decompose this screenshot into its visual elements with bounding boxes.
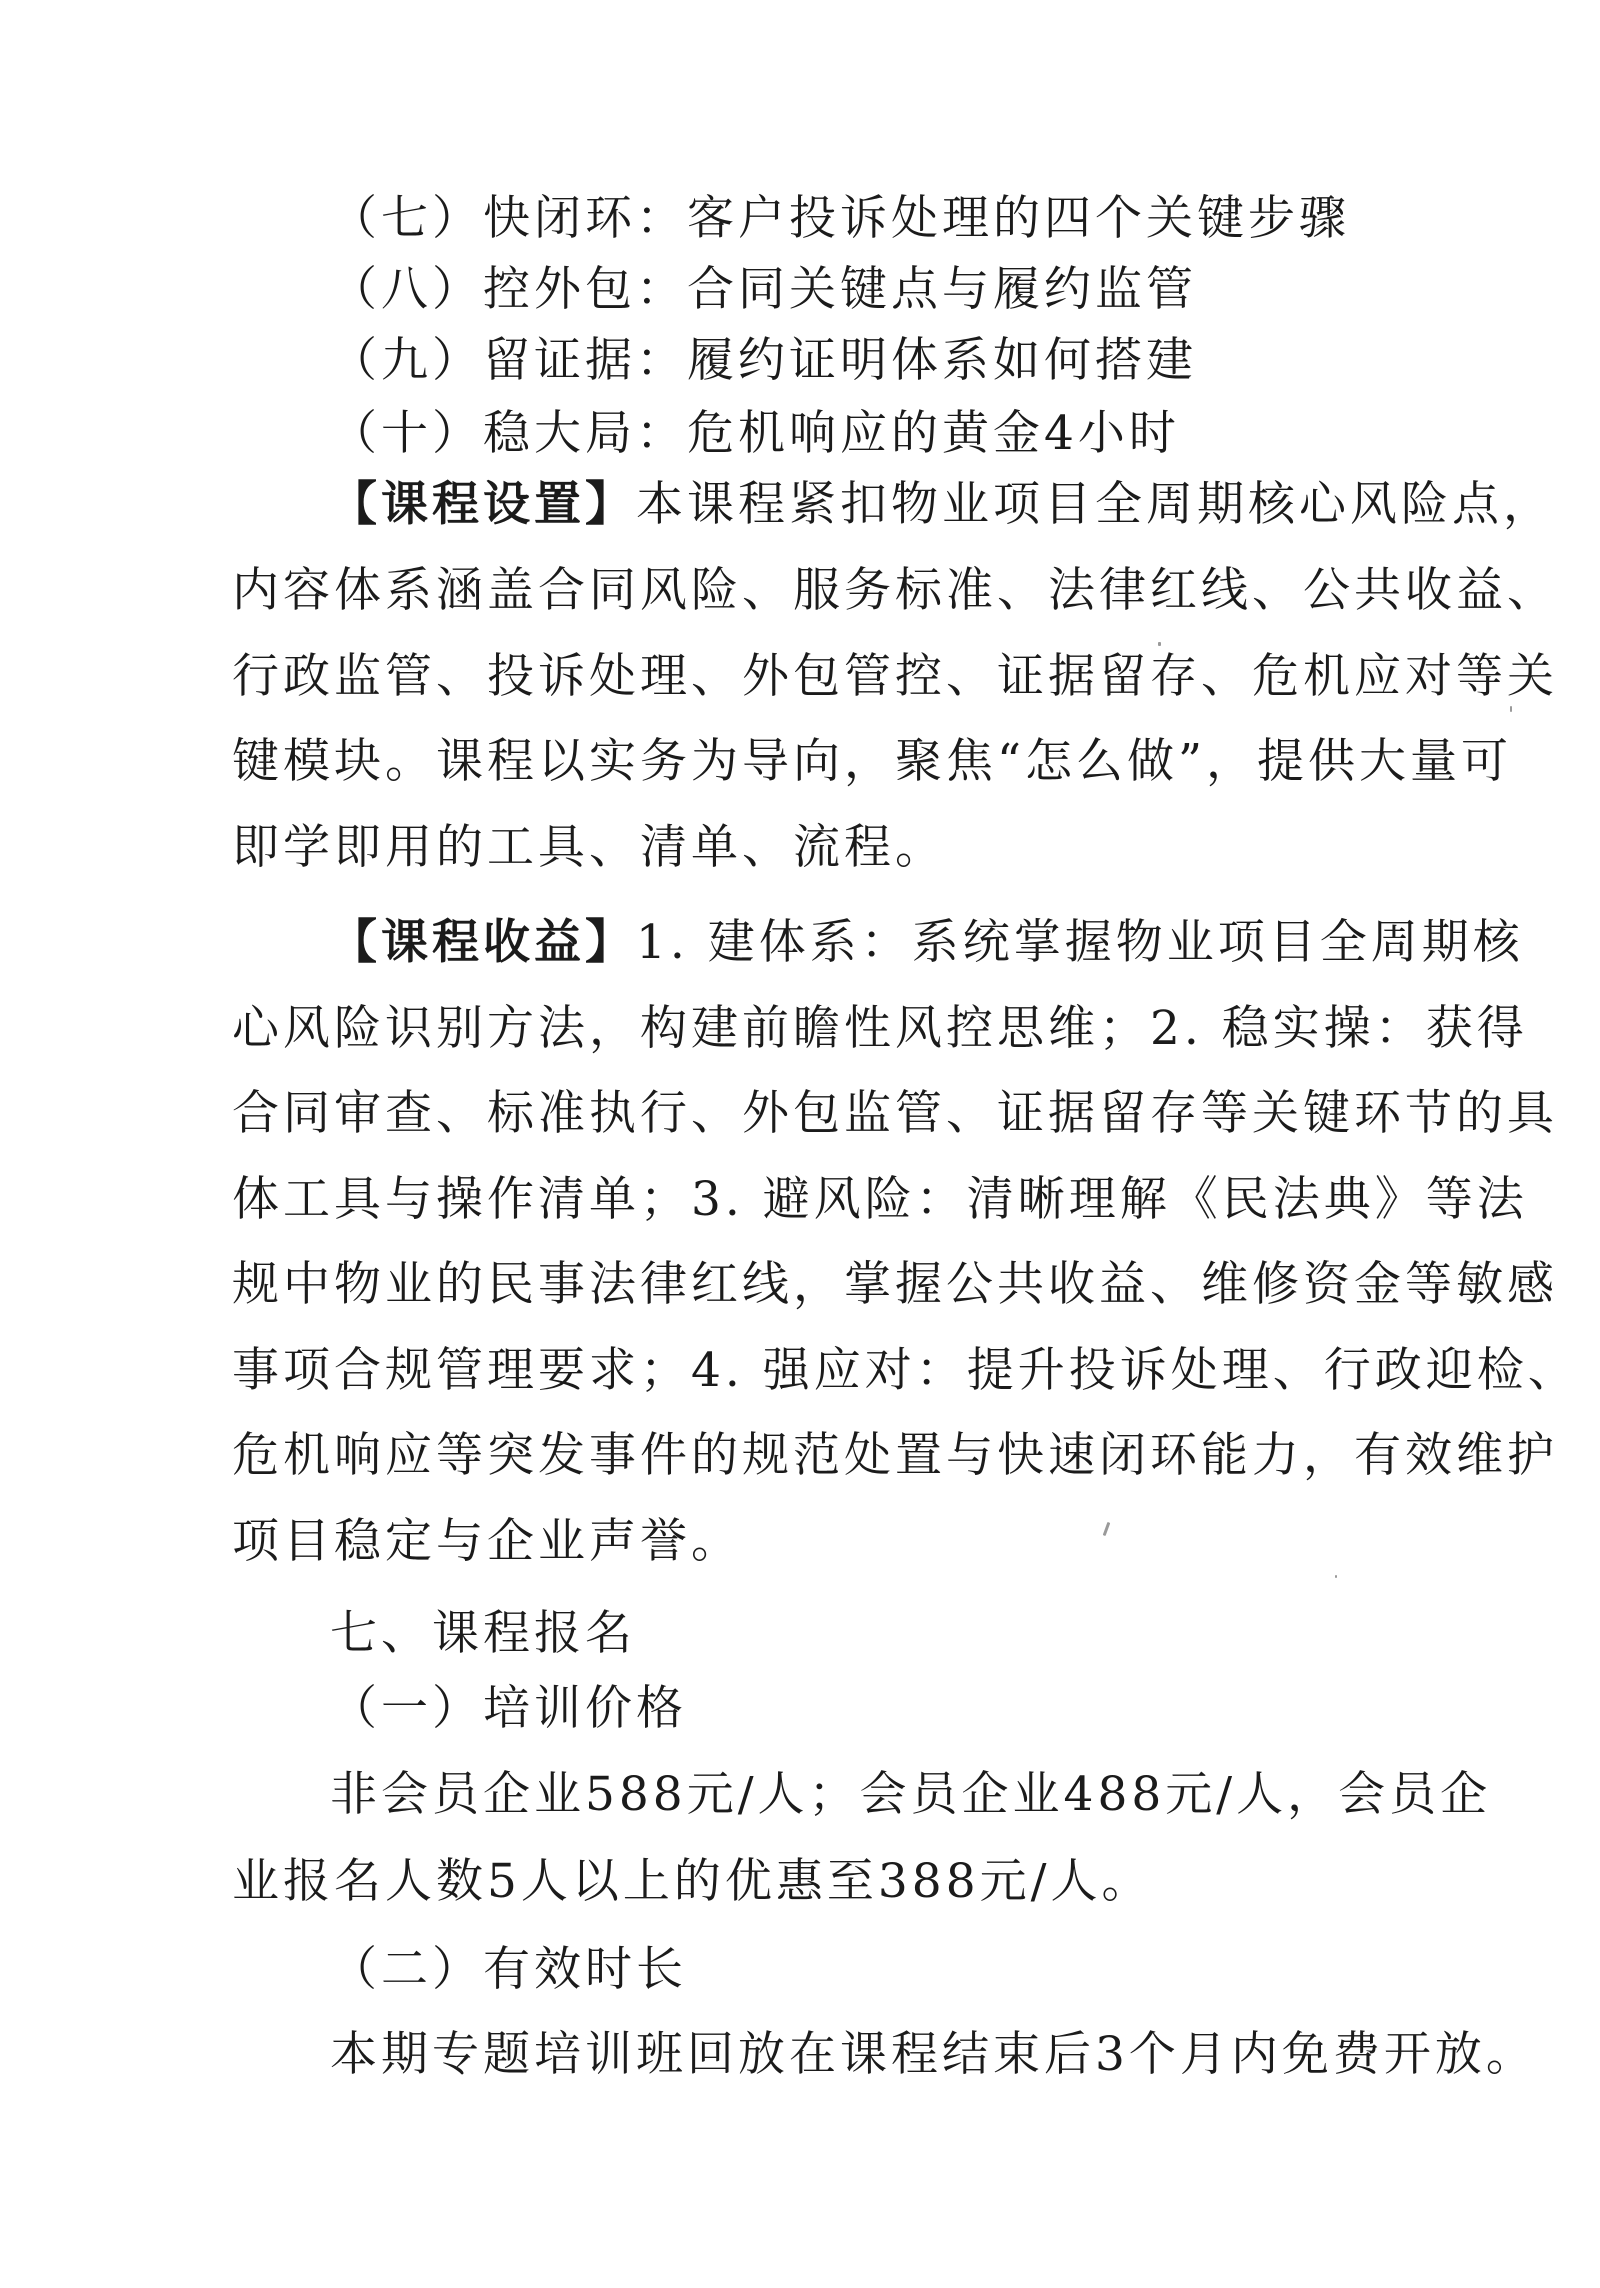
course-benefits-line: 项目稳定与企业声誉。	[232, 1514, 742, 1569]
course-benefits-line: 规中物业的民事法律红线，掌握公共收益、维修资金等敏感	[232, 1257, 1558, 1312]
course-benefits-line: 合同审查、标准执行、外包监管、证据留存等关键环节的具	[232, 1086, 1558, 1141]
course-benefits-first-line	[330, 912, 1524, 974]
course-setup-line: 行政监管、投诉处理、外包管控、证据留存、危机应对等关	[232, 649, 1558, 704]
scan-speck	[1158, 642, 1161, 646]
course-benefits-label: 【课程收益】	[330, 915, 636, 970]
course-benefits-line: 心风险识别方法，构建前瞻性风控思维；2. 稳实操：获得	[232, 1001, 1528, 1056]
list-item-8: （八）控外包：合同关键点与履约监管	[330, 262, 1197, 317]
scan-speck	[1510, 706, 1512, 712]
list-item-7: （七）快闭环：客户投诉处理的四个关键步骤	[330, 191, 1350, 246]
course-setup-text: 本课程紧扣物业项目全周期核心风险点，	[636, 477, 1554, 532]
scan-speck	[1103, 1522, 1111, 1536]
price-heading: （一）培训价格	[330, 1681, 687, 1736]
course-benefits-line: 体工具与操作清单；3. 避风险：清晰理解《民法典》等法	[232, 1172, 1528, 1227]
course-benefits-line: 事项合规管理要求；4. 强应对：提升投诉处理、行政迎检、	[232, 1343, 1579, 1398]
list-item-10: （十）稳大局：危机响应的黄金4小时	[330, 406, 1180, 461]
duration-text: 本期专题培训班回放在课程结束后3个月内免费开放。	[330, 2027, 1537, 2082]
list-item-9: （九）留证据：履约证明体系如何搭建	[330, 333, 1197, 388]
price-text-line: 业报名人数5人以上的优惠至388元/人。	[232, 1854, 1153, 1909]
course-setup-line: 键模块。课程以实务为导向，聚焦“怎么做”，提供大量可	[232, 734, 1513, 789]
course-setup-first-line	[330, 474, 1554, 536]
section-heading: 七、课程报名	[330, 1606, 636, 1661]
course-setup-line: 即学即用的工具、清单、流程。	[232, 820, 946, 875]
course-benefits-line: 危机响应等突发事件的规范处置与快速闭环能力，有效维护	[232, 1428, 1558, 1483]
price-text-line: 非会员企业588元/人；会员企业488元/人，会员企	[330, 1767, 1492, 1822]
scan-speck	[1335, 1575, 1337, 1578]
course-setup-label: 【课程设置】	[330, 477, 636, 532]
course-setup-line: 内容体系涵盖合同风险、服务标准、法律红线、公共收益、	[232, 563, 1558, 618]
course-benefits-text: 1. 建体系：系统掌握物业项目全周期核	[636, 915, 1524, 970]
duration-heading: （二）有效时长	[330, 1942, 687, 1997]
